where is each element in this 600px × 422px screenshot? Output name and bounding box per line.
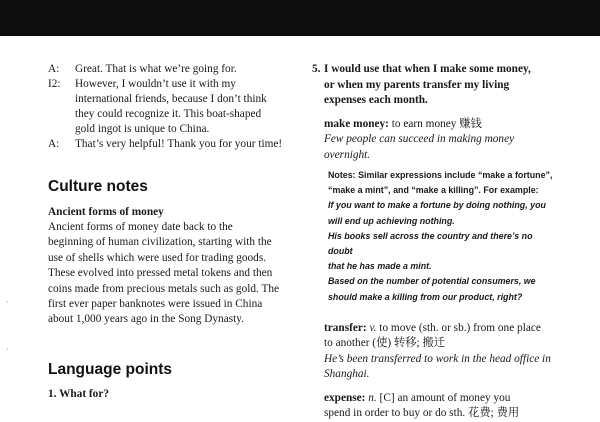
speaker-label: A: (48, 63, 60, 75)
definition: [C] an amount of money you (376, 391, 511, 404)
example-line: Few people can succeed in making money (324, 133, 515, 145)
margin-mark: · (6, 345, 9, 354)
culture-notes-subheading: Ancient forms of money (48, 206, 164, 218)
notes-example: should make a killing from our product, right? (328, 291, 523, 302)
paragraph-line: use of shells which were used for trading goods. (48, 251, 267, 264)
dialog-text: However, I wouldn’t use it with my (75, 78, 236, 90)
term: expense: (324, 391, 366, 404)
dialog-text: international friends, because I don’t think (75, 93, 267, 105)
dialog-line (48, 137, 300, 152)
culture-notes-paragraph (48, 220, 300, 328)
dialog-text: Great. That is what we’re going for. (75, 63, 237, 75)
part-of-speech: v. (369, 321, 377, 334)
paragraph-line: Ancient forms of money date back to the (48, 221, 233, 233)
paragraph-line: beginning of human civilization, starting with the (48, 236, 272, 249)
language-point-item-partial: 1. What for? (48, 387, 109, 400)
dialog-item-5 (312, 62, 574, 109)
expense-entry (312, 391, 574, 422)
example-line: overnight. (324, 148, 371, 161)
term: transfer: (324, 321, 367, 334)
top-black-band (0, 0, 600, 36)
paragraph-line: first ever paper banknotes were issued in China (48, 298, 263, 311)
expense-definition (324, 391, 574, 407)
notes-lead: “make a mint”, and “make a killing”. For example: (328, 185, 539, 196)
speaker-label: A: (48, 138, 60, 150)
item-number: 5. (312, 63, 321, 75)
notes-box (316, 166, 556, 305)
transfer-entry (312, 321, 574, 383)
item-line: I would use that when I make some money, (324, 63, 531, 75)
notes-example: will end up achieving nothing. (328, 215, 455, 226)
notes-example: Based on the number of potential consumers, we (328, 276, 536, 287)
transfer-definition (324, 321, 574, 337)
item-line: expenses each month. (324, 94, 428, 106)
language-points-heading: Language points (48, 360, 172, 378)
culture-notes-heading: Culture notes (48, 178, 148, 195)
paragraph-line: coins made from precious metals such as gold. The (48, 282, 280, 295)
make-money-entry (312, 117, 574, 164)
example-line: Shanghai. (324, 368, 370, 381)
right-column (312, 62, 574, 422)
term: make money: (324, 117, 389, 130)
speaker-label: I2: (48, 78, 61, 90)
notes-example: If you want to make a fortune by doing nothing, you (328, 200, 546, 211)
definition-line: to another (使) 转移; 搬迁 (324, 337, 446, 350)
notes-example: His books sell across the country and there’s no doubt (328, 230, 533, 257)
dialog-text: they could recognize it. This boat-shaped (75, 108, 262, 120)
notes-example: that he has made a mint. (328, 261, 432, 272)
dialog-text: That’s very helpful! Thank you for your time! (75, 138, 283, 150)
notes-lead: Notes: Similar expressions include “make a fortune”, (328, 170, 553, 180)
definition-line: spend in order to buy or do sth. 花费; 费用 (324, 407, 520, 420)
dialog-text: gold ingot is unique to China. (75, 123, 210, 135)
make-money-definition (324, 117, 574, 133)
dialog-line (48, 77, 300, 137)
left-column (48, 62, 300, 400)
item-line: or when my parents transfer my living (324, 78, 510, 91)
example-line: He’s been transferred to work in the head office in (324, 352, 551, 365)
definition: to earn money 赚钱 (388, 117, 482, 130)
margin-mark: · (6, 298, 9, 307)
dialog-line (48, 62, 300, 77)
part-of-speech: n. (368, 391, 377, 404)
paragraph-line: These evolved into pressed metal tokens and then (48, 267, 273, 280)
definition: to move (sth. or sb.) from one place (376, 321, 541, 334)
dialog (48, 62, 300, 152)
paragraph-line: about 1,000 years ago in the Song Dynasty. (48, 313, 244, 326)
